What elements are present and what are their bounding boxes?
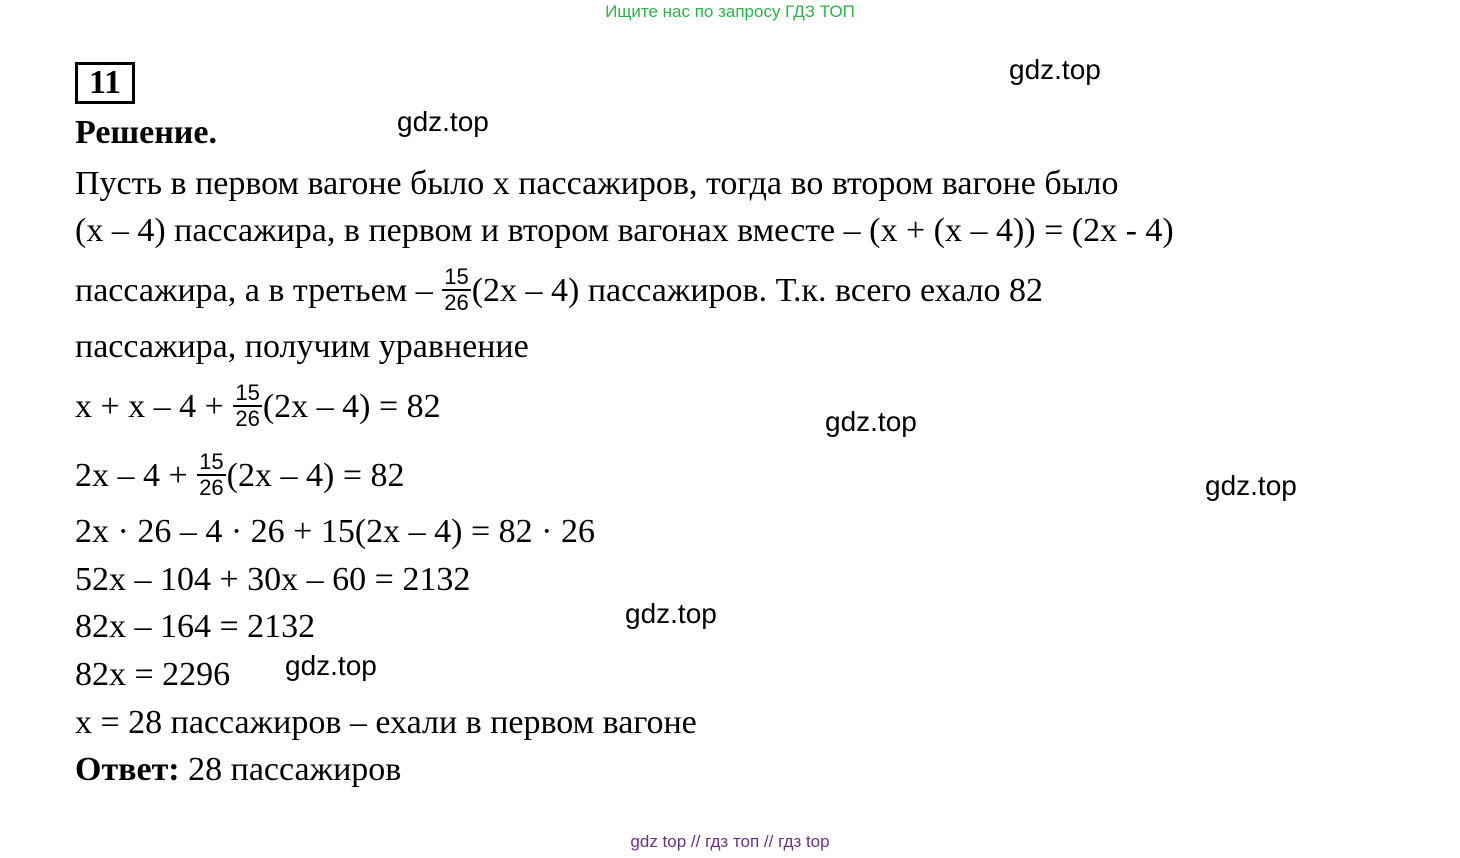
watermark: gdz.top [625, 598, 717, 629]
equation-line-5: 82x – 164 = 2132 [75, 608, 316, 645]
watermark: gdz.top [825, 406, 917, 437]
answer-value: 28 пассажиров [179, 751, 402, 788]
text-line-4: пассажира, получим уравнение [75, 328, 529, 365]
equation-1-before: x + x – 4 + [75, 387, 233, 425]
watermark: gdz.top [1205, 470, 1297, 501]
watermark: gdz.top [397, 106, 489, 137]
equation-line-4: 52x – 104 + 30x – 60 = 2132 [75, 561, 471, 598]
watermark: gdz.top [1009, 54, 1101, 85]
fraction-numerator: 15 [199, 449, 224, 474]
equation-line-3: 2x · 26 – 4 · 26 + 15(2x – 4) = 82 · 26 [75, 513, 595, 550]
equation-1-after: (2x – 4) = 82 [262, 387, 441, 425]
fraction-denominator: 26 [444, 290, 469, 315]
answer-line [75, 750, 401, 790]
equation-line-2 [75, 449, 405, 503]
equation-2-before: 2x – 4 + [75, 456, 197, 494]
result-line: x = 28 пассажиров – ехали в первом вагоне [75, 704, 697, 741]
task-number-box: 11 [75, 62, 135, 104]
text-line-3-after: (2x – 4) пассажиров. Т.к. всего ехало 82 [471, 271, 1044, 309]
fraction-denominator: 26 [235, 406, 260, 431]
watermark: gdz.top [285, 650, 377, 681]
text-line-3-before: пассажира, а в третьем – [75, 271, 442, 309]
equation-2-after: (2x – 4) = 82 [226, 456, 405, 494]
fraction-15-26 [233, 381, 261, 431]
footer-watermark: gdz top // гдз топ // гдз top [630, 832, 830, 851]
equation-line-1 [75, 380, 441, 434]
text-line-2: (x – 4) пассажира, в первом и втором вагонах вместе – (x + (x – 4)) = (2x - 4) [75, 212, 1174, 249]
fraction-numerator: 15 [444, 264, 469, 289]
fraction-numerator: 15 [235, 380, 260, 405]
answer-label: Ответ: [75, 751, 180, 788]
solution-heading: Решение. [75, 114, 217, 151]
fraction-denominator: 26 [199, 475, 224, 500]
text-line-3 [75, 264, 1044, 318]
top-banner: Ищите нас по запросу ГДЗ ТОП [605, 2, 855, 21]
text-line-1: Пусть в первом вагоне было x пассажиров, тогда во втором вагоне было [75, 165, 1119, 202]
equation-line-6: 82x = 2296 [75, 656, 231, 693]
fraction-15-26 [442, 265, 470, 315]
fraction-15-26 [197, 450, 225, 500]
